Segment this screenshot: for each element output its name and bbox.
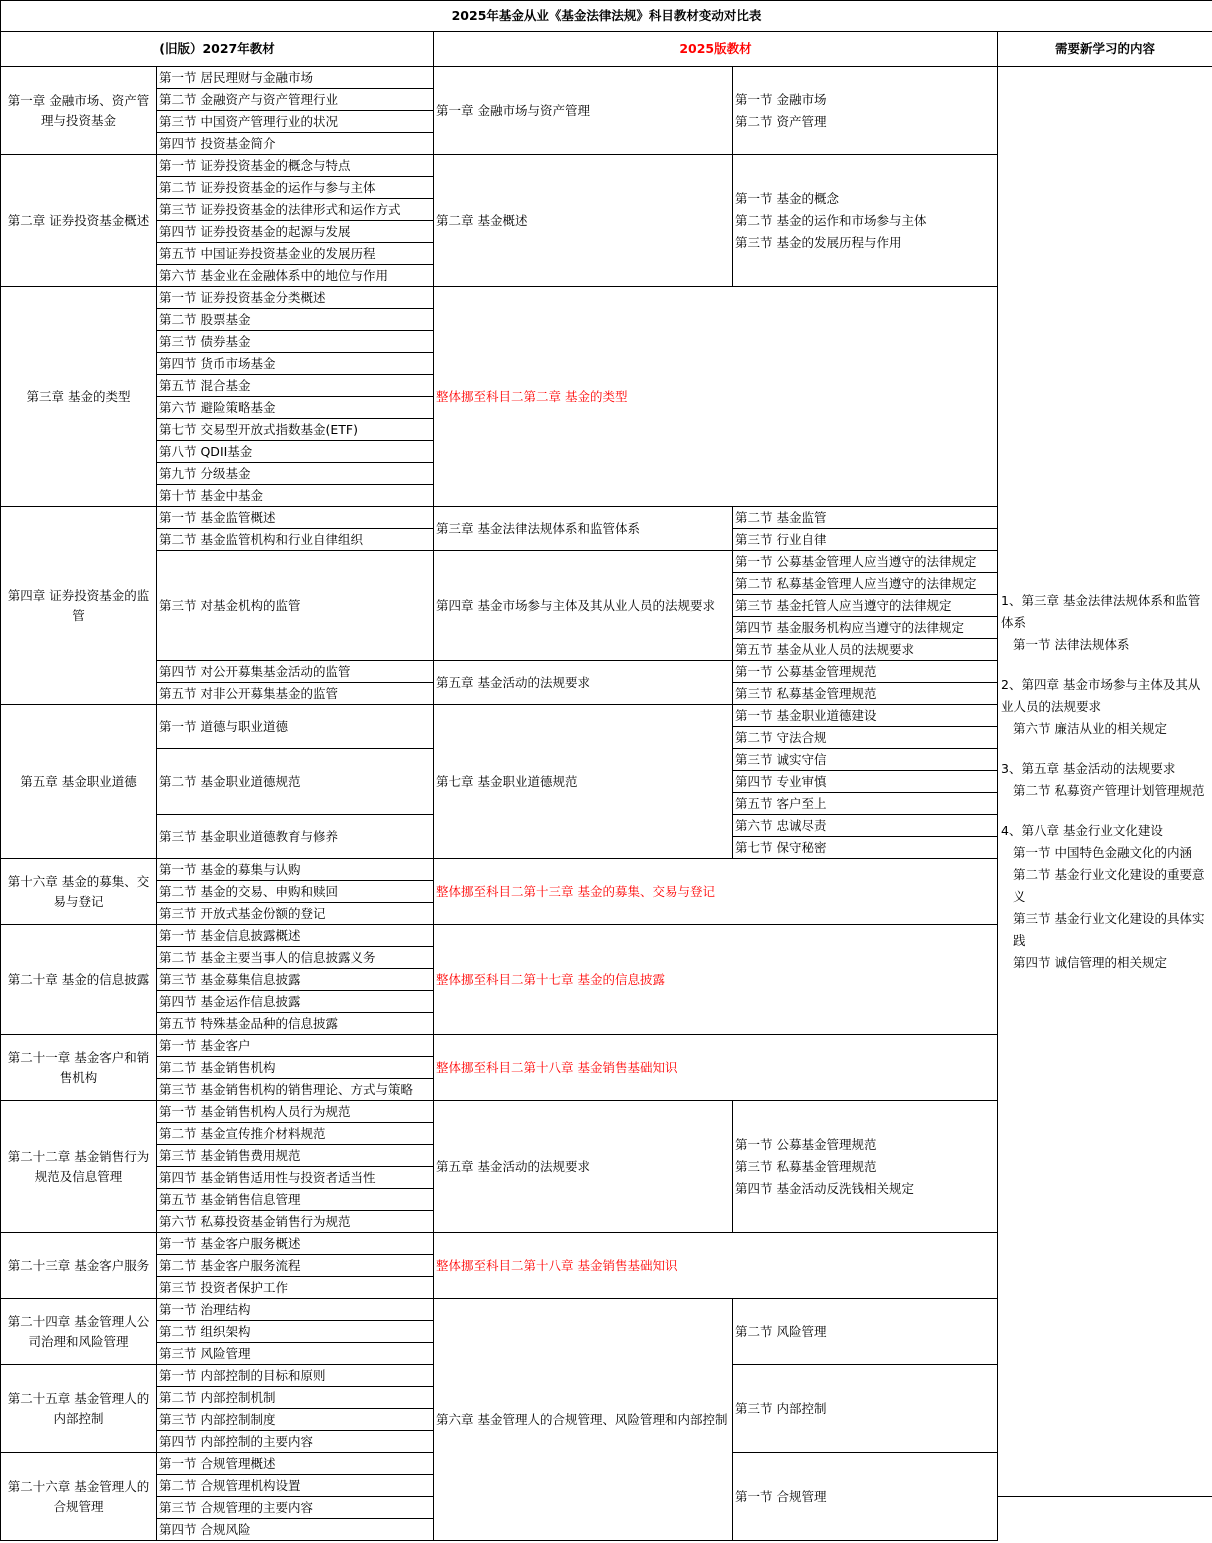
old-chapter: 第一章 金融市场、资产管理与投资基金	[1, 67, 157, 155]
new-section: 第一节 公募基金管理规范	[733, 661, 998, 683]
old-chapter: 第二十四章 基金管理人公司治理和风险管理	[1, 1299, 157, 1365]
old-chapter: 第三章 基金的类型	[1, 287, 157, 507]
old-section: 第五节 对非公开募集基金的监管	[157, 683, 434, 705]
new-section: 第三节 基金的发展历程与作用	[735, 234, 902, 250]
old-chapter: 第二十六章 基金管理人的合规管理	[1, 1453, 157, 1541]
new-content-chapter: 1、第三章 基金法律法规体系和监管体系	[1001, 592, 1201, 630]
old-section: 第二节 组织架构	[157, 1321, 434, 1343]
old-section: 第三节 债券基金	[157, 331, 434, 353]
old-section: 第二节 基金宣传推介材料规范	[157, 1123, 434, 1145]
new-section: 第二节 基金监管	[733, 507, 998, 529]
header-old: (旧版）2027年教材	[1, 32, 434, 67]
old-section: 第一节 内部控制的目标和原则	[157, 1365, 434, 1387]
new-section: 第二节 守法合规	[733, 727, 998, 749]
old-section: 第五节 混合基金	[157, 375, 434, 397]
old-section: 第十节 基金中基金	[157, 485, 434, 507]
new-section: 第一节 基金的概念	[735, 190, 839, 206]
old-section: 第一节 合规管理概述	[157, 1453, 434, 1475]
old-section: 第三节 对基金机构的监管	[157, 551, 434, 661]
new-sections	[733, 1101, 998, 1233]
new-section: 第二节 资产管理	[735, 113, 827, 129]
new-chapter: 第三章 基金法律法规体系和监管体系	[434, 507, 733, 551]
new-content-chapter: 4、第八章 基金行业文化建设	[1001, 822, 1163, 838]
old-section: 第四节 投资基金简介	[157, 133, 434, 155]
new-section: 第一节 合规管理	[733, 1453, 998, 1541]
old-section: 第三节 风险管理	[157, 1343, 434, 1365]
header-row	[1, 32, 1212, 67]
old-section: 第二节 基金的交易、申购和赎回	[157, 881, 434, 903]
old-section: 第三节 投资者保护工作	[157, 1277, 434, 1299]
moved-note: 整体挪至科目二第十三章 基金的募集、交易与登记	[434, 859, 998, 925]
old-chapter: 第二十三章 基金客户服务	[1, 1233, 157, 1299]
old-section: 第四节 货币市场基金	[157, 353, 434, 375]
new-section: 第三节 私募基金管理规范	[735, 1158, 877, 1174]
new-section: 第五节 客户至上	[733, 793, 998, 815]
new-section: 第四节 专业审慎	[733, 771, 998, 793]
old-section: 第一节 证券投资基金的概念与特点	[157, 155, 434, 177]
old-section: 第六节 私募投资基金销售行为规范	[157, 1211, 434, 1233]
new-content-chapter: 2、第四章 基金市场参与主体及其从业人员的法规要求	[1001, 676, 1201, 714]
old-section: 第一节 基金监管概述	[157, 507, 434, 529]
new-content-section: 第二节 私募资产管理计划管理规范	[1013, 782, 1205, 798]
new-chapter: 第一章 金融市场与资产管理	[434, 67, 733, 155]
new-section: 第七节 保守秘密	[733, 837, 998, 859]
old-chapter: 第四章 证券投资基金的监管	[1, 507, 157, 705]
moved-note: 整体挪至科目二第十八章 基金销售基础知识	[434, 1035, 998, 1101]
new-section: 第四节 基金服务机构应当遵守的法律规定	[733, 617, 998, 639]
new-section: 第三节 内部控制	[733, 1365, 998, 1453]
old-chapter: 第二十章 基金的信息披露	[1, 925, 157, 1035]
old-section: 第一节 道德与职业道德	[157, 705, 434, 749]
title-row	[1, 1, 1212, 32]
new-section: 第三节 诚实守信	[733, 749, 998, 771]
moved-note: 整体挪至科目二第十七章 基金的信息披露	[434, 925, 998, 1035]
new-content-section: 第一节 法律法规体系	[1013, 636, 1130, 652]
old-section: 第六节 基金业在金融体系中的地位与作用	[157, 265, 434, 287]
old-section: 第三节 基金销售费用规范	[157, 1145, 434, 1167]
new-chapter: 第五章 基金活动的法规要求	[434, 661, 733, 705]
old-section: 第一节 基金信息披露概述	[157, 925, 434, 947]
old-section: 第二节 基金客户服务流程	[157, 1255, 434, 1277]
new-section: 第一节 公募基金管理人应当遵守的法律规定	[733, 551, 998, 573]
new-section: 第三节 行业自律	[733, 529, 998, 551]
old-section: 第八节 QDII基金	[157, 441, 434, 463]
new-content-chapter: 3、第五章 基金活动的法规要求	[1001, 760, 1176, 776]
old-section: 第三节 证券投资基金的法律形式和运作方式	[157, 199, 434, 221]
old-section: 第四节 合规风险	[157, 1519, 434, 1541]
old-section: 第六节 避险策略基金	[157, 397, 434, 419]
old-section: 第四节 内部控制的主要内容	[157, 1431, 434, 1453]
old-section: 第二节 合规管理机构设置	[157, 1475, 434, 1497]
new-section: 第一节 金融市场	[735, 91, 827, 107]
new-content-section: 第二节 基金行业文化建设的重要意义	[1013, 866, 1205, 904]
new-section: 第六节 忠诚尽责	[733, 815, 998, 837]
old-section: 第五节 中国证券投资基金业的发展历程	[157, 243, 434, 265]
old-chapter: 第十六章 基金的募集、交易与登记	[1, 859, 157, 925]
old-section: 第三节 开放式基金份额的登记	[157, 903, 434, 925]
old-section: 第二节 基金职业道德规范	[157, 749, 434, 815]
new-sections	[733, 67, 998, 155]
old-section: 第二节 基金销售机构	[157, 1057, 434, 1079]
old-section: 第七节 交易型开放式指数基金(ETF)	[157, 419, 434, 441]
new-section: 第二节 风险管理	[733, 1299, 998, 1365]
new-section: 第二节 基金的运作和市场参与主体	[735, 212, 927, 228]
old-chapter: 第二十二章 基金销售行为规范及信息管理	[1, 1101, 157, 1233]
old-section: 第三节 基金募集信息披露	[157, 969, 434, 991]
new-chapter: 第七章 基金职业道德规范	[434, 705, 733, 859]
old-section: 第三节 基金职业道德教育与修养	[157, 815, 434, 859]
new-content-section: 第四节 诚信管理的相关规定	[1013, 954, 1167, 970]
new-section: 第一节 基金职业道德建设	[733, 705, 998, 727]
old-section: 第五节 基金销售信息管理	[157, 1189, 434, 1211]
old-section: 第三节 内部控制制度	[157, 1409, 434, 1431]
new-chapter: 第四章 基金市场参与主体及其从业人员的法规要求	[434, 551, 733, 661]
new-chapter: 第五章 基金活动的法规要求	[434, 1101, 733, 1233]
old-section: 第二节 证券投资基金的运作与参与主体	[157, 177, 434, 199]
new-section: 第一节 公募基金管理规范	[735, 1136, 877, 1152]
old-section: 第九节 分级基金	[157, 463, 434, 485]
old-section: 第二节 内部控制机制	[157, 1387, 434, 1409]
old-section: 第一节 基金销售机构人员行为规范	[157, 1101, 434, 1123]
table-title: 2025年基金从业《基金法律法规》科目教材变动对比表	[1, 1, 1212, 32]
old-section: 第四节 对公开募集基金活动的监管	[157, 661, 434, 683]
old-chapter: 第二章 证券投资基金概述	[1, 155, 157, 287]
old-section: 第一节 治理结构	[157, 1299, 434, 1321]
header-new-content: 需要新学习的内容	[998, 32, 1212, 67]
old-chapter: 第二十五章 基金管理人的内部控制	[1, 1365, 157, 1453]
moved-note: 整体挪至科目二第二章 基金的类型	[434, 287, 998, 507]
old-section: 第二节 股票基金	[157, 309, 434, 331]
header-2025: 2025版教材	[434, 32, 998, 67]
old-section: 第三节 基金销售机构的销售理论、方式与策略	[157, 1079, 434, 1101]
new-chapter-merged: 第六章 基金管理人的合规管理、风险管理和内部控制	[434, 1299, 733, 1541]
old-section: 第一节 证券投资基金分类概述	[157, 287, 434, 309]
new-section: 第三节 基金托管人应当遵守的法律规定	[733, 595, 998, 617]
old-section: 第一节 基金客户	[157, 1035, 434, 1057]
new-sections	[733, 155, 998, 287]
new-chapter: 第二章 基金概述	[434, 155, 733, 287]
old-section: 第一节 居民理财与金融市场	[157, 67, 434, 89]
new-section: 第三节 私募基金管理规范	[733, 683, 998, 705]
old-section: 第一节 基金的募集与认购	[157, 859, 434, 881]
old-section: 第三节 中国资产管理行业的状况	[157, 111, 434, 133]
old-section: 第四节 证券投资基金的起源与发展	[157, 221, 434, 243]
old-section: 第四节 基金销售适用性与投资者适当性	[157, 1167, 434, 1189]
old-section: 第二节 基金监管机构和行业自律组织	[157, 529, 434, 551]
old-section: 第二节 基金主要当事人的信息披露义务	[157, 947, 434, 969]
new-content-section: 第三节 基金行业文化建设的具体实践	[1013, 910, 1205, 948]
new-content-section: 第一节 中国特色金融文化的内涵	[1013, 844, 1192, 860]
old-chapter: 第五章 基金职业道德	[1, 705, 157, 859]
old-section: 第五节 特殊基金品种的信息披露	[157, 1013, 434, 1035]
old-chapter: 第二十一章 基金客户和销售机构	[1, 1035, 157, 1101]
moved-note: 整体挪至科目二第十八章 基金销售基础知识	[434, 1233, 998, 1299]
new-content-cell	[998, 67, 1212, 1497]
old-section: 第二节 金融资产与资产管理行业	[157, 89, 434, 111]
old-section: 第一节 基金客户服务概述	[157, 1233, 434, 1255]
new-content-section: 第六节 廉洁从业的相关规定	[1013, 720, 1167, 736]
old-section: 第四节 基金运作信息披露	[157, 991, 434, 1013]
new-section: 第四节 基金活动反洗钱相关规定	[735, 1180, 914, 1196]
new-section: 第二节 私募基金管理人应当遵守的法律规定	[733, 573, 998, 595]
old-section: 第三节 合规管理的主要内容	[157, 1497, 434, 1519]
new-section: 第五节 基金从业人员的法规要求	[733, 639, 998, 661]
